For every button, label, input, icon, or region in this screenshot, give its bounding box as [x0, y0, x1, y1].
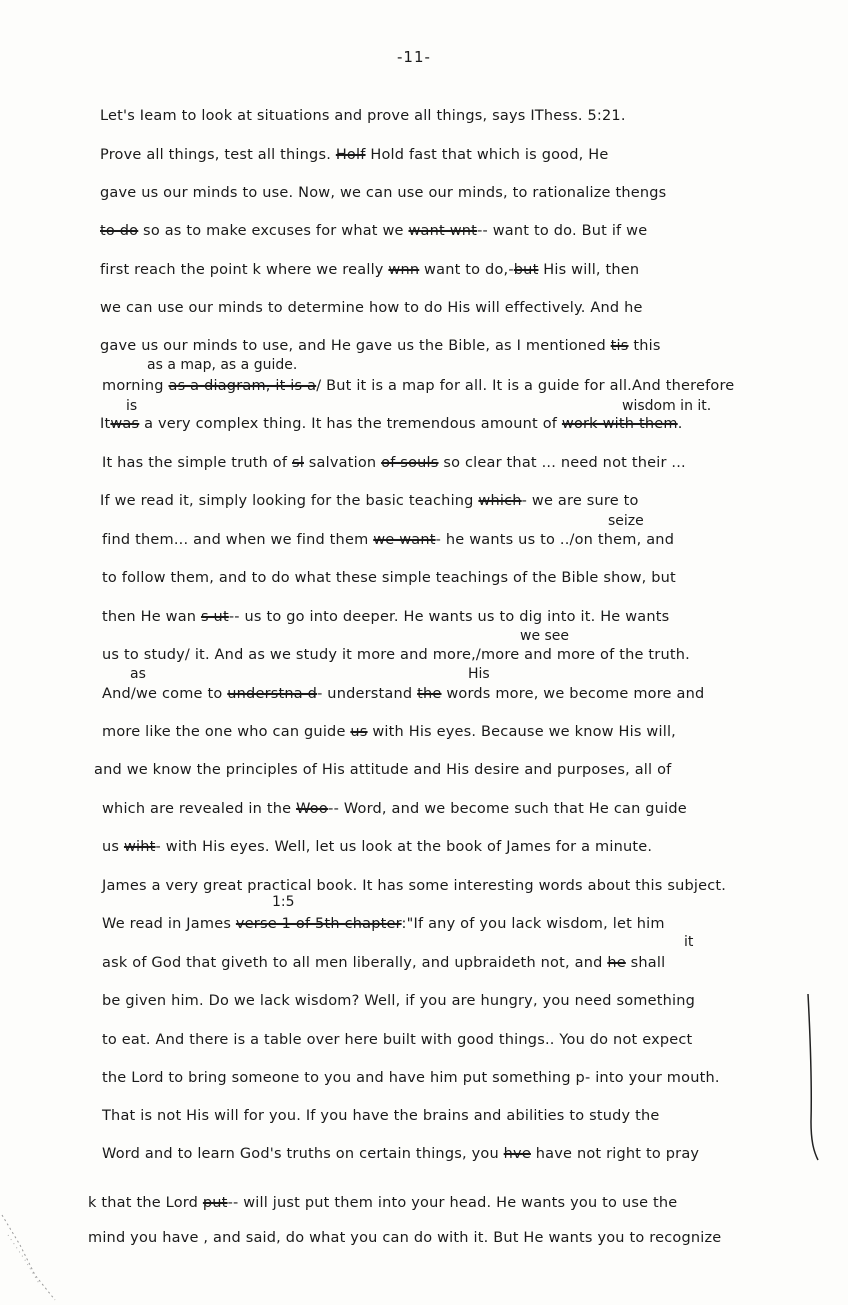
line-text: this	[628, 338, 661, 354]
text-line	[88, 1195, 677, 1211]
text-line	[102, 1108, 660, 1124]
line-text: morning	[102, 378, 169, 394]
struck-text: which	[478, 493, 522, 509]
struck-text: work with them	[561, 416, 678, 432]
struck-text: verse 1 of 5th chapter	[235, 916, 402, 932]
text-line	[100, 223, 647, 239]
line-text: gave us our minds to use. Now, we can use our minds, to rationalize thengs	[100, 185, 667, 201]
line-text: us	[102, 839, 124, 855]
line-text: We read in James	[102, 916, 236, 932]
text-line	[100, 338, 661, 354]
struck-text: was	[110, 416, 140, 432]
text-line	[102, 839, 652, 855]
text-line	[94, 762, 671, 778]
struck-text: as a diagram, it is a	[168, 378, 317, 394]
line-text: - understand	[317, 686, 418, 702]
text-line	[102, 532, 674, 548]
struck-text: wnn	[388, 262, 420, 278]
struck-text: sl	[292, 455, 304, 471]
struck-text: us	[350, 724, 368, 740]
line-text: :"If any of you lack wisdom, let him	[401, 916, 665, 932]
text-line	[88, 1230, 721, 1246]
text-line	[102, 647, 690, 663]
line-text: the Lord to bring someone to you and have him put something p- into your mouth.	[102, 1070, 720, 1086]
struck-text: we want	[373, 532, 436, 548]
line-text: so as to make excuses for what we	[138, 223, 409, 239]
line-text: to follow them, and to do what these simple teachings of the Bible show, but	[102, 570, 676, 586]
line-text: ask of God that giveth to all men liberally, and upbraideth not, and	[102, 955, 608, 971]
line-text: shall	[625, 955, 666, 971]
page-number: -11-	[397, 48, 431, 66]
text-line	[102, 378, 734, 394]
insertion-text: seize	[608, 513, 644, 529]
line-text: / But it is a map for all. It is a guide for all.And therefore	[316, 378, 735, 394]
line-text: then He wan	[102, 609, 201, 625]
line-text: words more, we become more and	[441, 686, 705, 702]
text-line	[102, 955, 665, 971]
struck-text: tis	[610, 338, 629, 354]
line-text: Prove all things, test all things.	[100, 147, 336, 163]
insertion-text: 1:5	[272, 894, 295, 910]
struck-text: put	[202, 1195, 228, 1211]
text-line	[102, 1070, 720, 1086]
text-line	[102, 686, 704, 702]
struck-text: to do	[100, 223, 139, 239]
corner-smudge	[0, 1205, 80, 1305]
line-text: gave us our minds to use, and He gave us the Bible, as I mentioned	[100, 338, 611, 354]
insertion-text: as	[130, 666, 146, 682]
text-line	[102, 609, 669, 625]
struck-text: want wnt	[408, 223, 478, 239]
struck-text: wiht	[123, 839, 156, 855]
line-text: with His eyes. Because we know His will,	[367, 724, 676, 740]
insertion-text: His	[468, 666, 490, 682]
line-text: be given him. Do we lack wisdom? Well, if you are hungry, you need something	[102, 993, 696, 1009]
line-text: us to study/ it. And as we study it more and more,/more and more of the truth.	[102, 647, 690, 663]
insertion-text: is	[126, 398, 138, 414]
line-text: find them... and when we find them	[102, 532, 374, 548]
line-text: - with His eyes. Well, let us look at the book of James for a minute.	[155, 839, 653, 855]
insertion-text: we see	[520, 628, 570, 644]
struck-text: the	[417, 686, 442, 702]
line-text: That is not His will for you. If you have the brains and abilities to study the	[102, 1108, 660, 1124]
line-text: salvation	[303, 455, 382, 471]
line-text: It has the simple truth of	[102, 455, 292, 471]
text-line	[102, 570, 676, 586]
line-text: - he wants us to ../on them, and	[435, 532, 675, 548]
struck-text: Woo	[296, 801, 329, 817]
line-text: we can use our minds to determine how to do His will effectively. And he	[100, 300, 643, 316]
struck-text: understna d	[227, 686, 318, 702]
struck-text: Holf	[335, 147, 366, 163]
line-text: first reach the point k where we really	[100, 262, 389, 278]
text-line	[100, 416, 683, 432]
insertion-text: it	[684, 934, 694, 950]
line-text: -- want to do. But if we	[477, 223, 648, 239]
text-line	[102, 1032, 692, 1048]
line-text: want to do,-	[419, 262, 514, 278]
text-line	[102, 801, 687, 817]
line-text: more like the one who can guide	[102, 724, 351, 740]
text-line	[102, 724, 676, 740]
line-text: -- Word, and we become such that He can guide	[328, 801, 687, 817]
text-line	[100, 493, 639, 509]
line-text: It	[100, 416, 111, 432]
insertion-text: wisdom in it.	[622, 398, 712, 414]
text-line	[102, 916, 665, 932]
text-line	[102, 993, 695, 1009]
line-text: which are revealed in the	[102, 801, 297, 817]
line-text: -- us to go into deeper. He wants us to dig into it. He wants	[228, 609, 670, 625]
line-text: And/we come to	[102, 686, 228, 702]
line-text: and we know the principles of His attitude and His desire and purposes, all of	[94, 762, 672, 778]
line-text: If we read it, simply looking for the basic teaching	[100, 493, 479, 509]
line-text: to eat. And there is a table over here built with good things.. You do not expect	[102, 1032, 693, 1048]
text-line	[102, 1146, 699, 1162]
text-line	[100, 185, 666, 201]
line-text: a very complex thing. It has the tremendous amount of	[139, 416, 562, 432]
struck-text: but	[513, 262, 539, 278]
struck-text: hve	[503, 1146, 531, 1162]
line-text: so clear that ... need not their ...	[438, 455, 686, 471]
line-text: -- will just put them into your head. He wants you to use the	[227, 1195, 678, 1211]
line-text: His will, then	[538, 262, 640, 278]
margin-bracket-line	[806, 992, 820, 1162]
line-text: k that the Lord	[88, 1195, 203, 1211]
line-text: have not right to pray	[530, 1146, 700, 1162]
line-text: Let's Ieam to look at situations and prove all things, says IThess. 5:21.	[100, 108, 626, 124]
text-line	[102, 455, 686, 471]
text-line	[102, 878, 726, 894]
struck-text: he	[607, 955, 626, 971]
line-text: Hold fast that which is good, He	[365, 147, 609, 163]
line-text: mind you have , and said, do what you can do with it. But He wants you to recognize	[88, 1230, 722, 1246]
text-line	[100, 108, 626, 124]
insertion-text: as a map, as a guide.	[147, 357, 298, 373]
struck-text: s ut	[200, 609, 229, 625]
struck-text: of souls	[381, 455, 439, 471]
text-line	[100, 147, 609, 163]
line-text: - we are sure to	[521, 493, 639, 509]
line-text: .	[677, 416, 683, 432]
text-line	[100, 262, 639, 278]
line-text: James a very great practical book. It has some interesting words about this subject.	[102, 878, 727, 894]
line-text: Word and to learn God's truths on certain things, you	[102, 1146, 504, 1162]
text-line	[100, 300, 643, 316]
